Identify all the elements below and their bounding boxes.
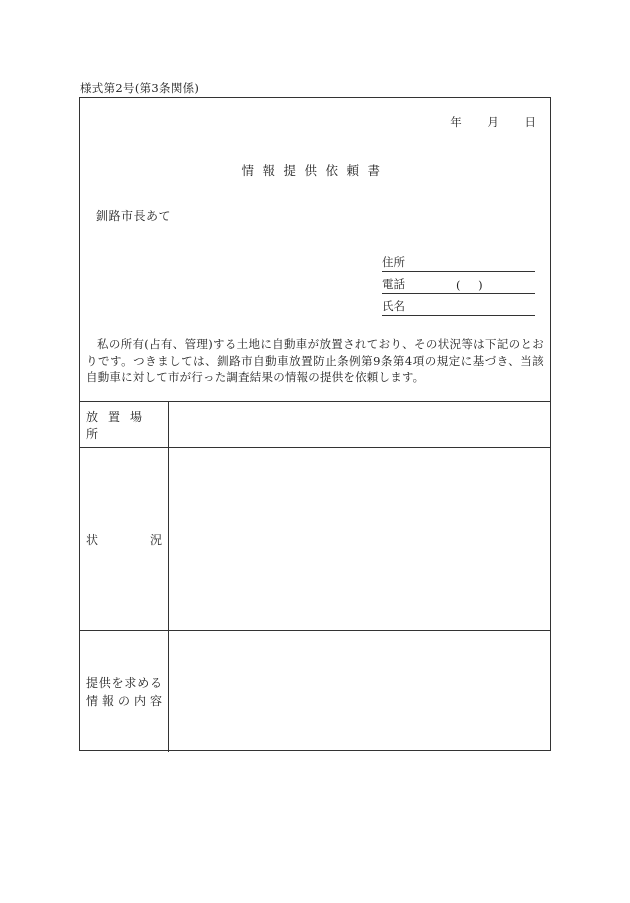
- status-value-cell[interactable]: [169, 448, 550, 630]
- status-label-cell: [80, 448, 169, 630]
- phone-label: 電話: [382, 277, 405, 291]
- location-label-cell: [80, 402, 169, 447]
- requested-info-value-cell[interactable]: [169, 631, 550, 752]
- status-label-start: 状: [86, 532, 99, 547]
- request-text: 私の所有(占有、管理)する土地に自動車が放置されており、その状況等は下記のとおりです。つきましては、釧路市自動車放置防止条例第9条第4項の規定に基づき、当該自動車に対して市が行った調査結果の情報の提供を依頼します。: [86, 337, 544, 384]
- form-frame: [79, 97, 551, 751]
- phone-field[interactable]: [382, 272, 535, 294]
- requested-info-label-cell: [80, 631, 169, 752]
- addressee: 釧路市長あて: [96, 209, 172, 223]
- name-label: 氏名: [382, 299, 405, 313]
- date-line: 年 月 日: [450, 115, 536, 129]
- table-row: [80, 448, 550, 631]
- location-value-cell[interactable]: [169, 402, 550, 447]
- table-row: [80, 631, 550, 752]
- requested-info-label-line1: 提供を求める: [86, 675, 162, 690]
- applicant-block: [382, 250, 535, 316]
- address-field[interactable]: [382, 250, 535, 272]
- status-label-end: 況: [149, 532, 162, 547]
- phone-parens: ( ): [456, 278, 483, 292]
- address-label: 住所: [382, 255, 405, 269]
- requested-info-label-line2: 情報の内容: [86, 693, 162, 708]
- details-table: [80, 401, 550, 752]
- table-row: [80, 402, 550, 448]
- location-label: 放置場所: [86, 409, 153, 441]
- form-title: 情報提供依頼書: [241, 163, 389, 178]
- form-number: 様式第2号(第3条関係): [80, 81, 200, 95]
- name-field[interactable]: [382, 294, 535, 316]
